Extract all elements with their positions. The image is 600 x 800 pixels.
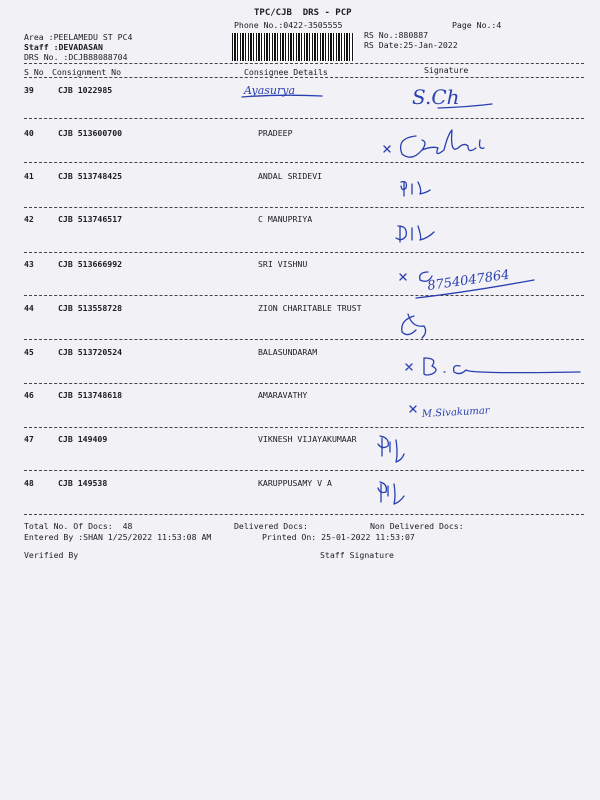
row-consignment: CJB 513746517 (58, 214, 123, 224)
row-consignment: CJB 513600700 (58, 128, 123, 138)
divider (24, 252, 584, 253)
row-consignee: BALASUNDARAM (258, 347, 318, 357)
barcode-image (232, 33, 354, 61)
col-signature-header: Signature (424, 65, 469, 75)
sheet-title: TPC/CJB DRS - PCP (254, 8, 352, 18)
row-consignee: VIKNESH VIJAYAKUMAAR (258, 434, 357, 444)
signature-image (370, 432, 410, 472)
total-docs: Total No. Of Docs: 48 (24, 521, 133, 531)
page-number: Page No.:4 (452, 20, 502, 30)
row-consignment: CJB 1022985 (58, 85, 113, 95)
divider (24, 514, 584, 515)
signature-image (394, 310, 434, 342)
signature-image (404, 352, 584, 382)
row-sno: 40 (24, 128, 34, 138)
divider (24, 162, 584, 163)
row-consignment: CJB 513720524 (58, 347, 123, 357)
row-consignee: AMARAVATHY (258, 390, 308, 400)
entered-by: Entered By :SHAN 1/25/2022 11:53:08 AM (24, 532, 212, 542)
divider (24, 383, 584, 384)
divider (24, 207, 584, 208)
divider (24, 77, 584, 78)
delivered-docs: Delivered Docs: (234, 521, 308, 531)
signature-image (392, 220, 442, 246)
divider (24, 63, 584, 64)
signature-image (370, 478, 410, 514)
row-sno: 48 (24, 478, 34, 488)
phone-number: Phone No.:0422-3505555 (234, 20, 343, 30)
row-sno: 41 (24, 171, 34, 181)
svg-text:Ayasurya: Ayasurya (244, 84, 296, 97)
non-delivered-docs: Non Delivered Docs: (370, 521, 464, 531)
col-consignee-header: Consignee Details (244, 67, 328, 77)
printed-on: Printed On: 25-01-2022 11:53:07 (262, 532, 415, 542)
signature-image (398, 178, 438, 200)
row-sno: 42 (24, 214, 34, 224)
signature-image (408, 400, 528, 424)
row-sno: 46 (24, 390, 34, 400)
row-consignee: ANDAL SRIDEVI (258, 171, 323, 181)
row-consignment: CJB 513558728 (58, 303, 123, 313)
table-row (0, 478, 600, 518)
row-consignee: ZION CHARITABLE TRUST (258, 303, 362, 313)
row-consignee: SRI VISHNU (258, 259, 308, 269)
col-sno-header: S No (24, 67, 44, 77)
row-consignment: CJB 149409 (58, 434, 108, 444)
signature-image (382, 128, 492, 168)
row-sno: 39 (24, 85, 34, 95)
staff-signature-label: Staff Signature (320, 550, 394, 560)
svg-text:M.Sivakumar: M.Sivakumar (421, 405, 490, 420)
area-label: Area :PEELAMEDU ST PC4 (24, 32, 133, 42)
divider (24, 339, 584, 340)
row-sno: 44 (24, 303, 34, 313)
signature-image (398, 258, 548, 300)
row-consignee: KARUPPUSAMY V A (258, 478, 332, 488)
rs-number: RS No.:880887 (364, 30, 429, 40)
divider (24, 427, 584, 428)
rs-date: RS Date:25-Jan-2022 (364, 40, 458, 50)
drs-number: DRS No. :DCJB88088704 (24, 52, 128, 62)
divider (24, 118, 584, 119)
verified-by-label: Verified By (24, 550, 79, 560)
row-consignee: PRADEEP (258, 128, 293, 138)
table-row (0, 303, 600, 343)
row-sno: 43 (24, 259, 34, 269)
table-row (0, 434, 600, 474)
row-consignment: CJB 513748425 (58, 171, 123, 181)
row-consignee: C MANUPRIYA (258, 214, 313, 224)
svg-text:S.Ch: S.Ch (412, 85, 460, 109)
divider (24, 470, 584, 471)
staff-label: Staff :DEVADASAN (24, 42, 103, 52)
handwritten-name (240, 80, 340, 102)
row-sno: 47 (24, 434, 34, 444)
row-consignment: CJB 513666992 (58, 259, 123, 269)
svg-text:8754047864: 8754047864 (426, 267, 511, 294)
row-consignment: CJB 513748618 (58, 390, 123, 400)
col-consignment-header: Consignment No (52, 67, 122, 77)
table-row (0, 171, 600, 211)
row-sno: 45 (24, 347, 34, 357)
table-row (0, 214, 600, 254)
row-consignment: CJB 149538 (58, 478, 108, 488)
signature-image (408, 82, 498, 112)
